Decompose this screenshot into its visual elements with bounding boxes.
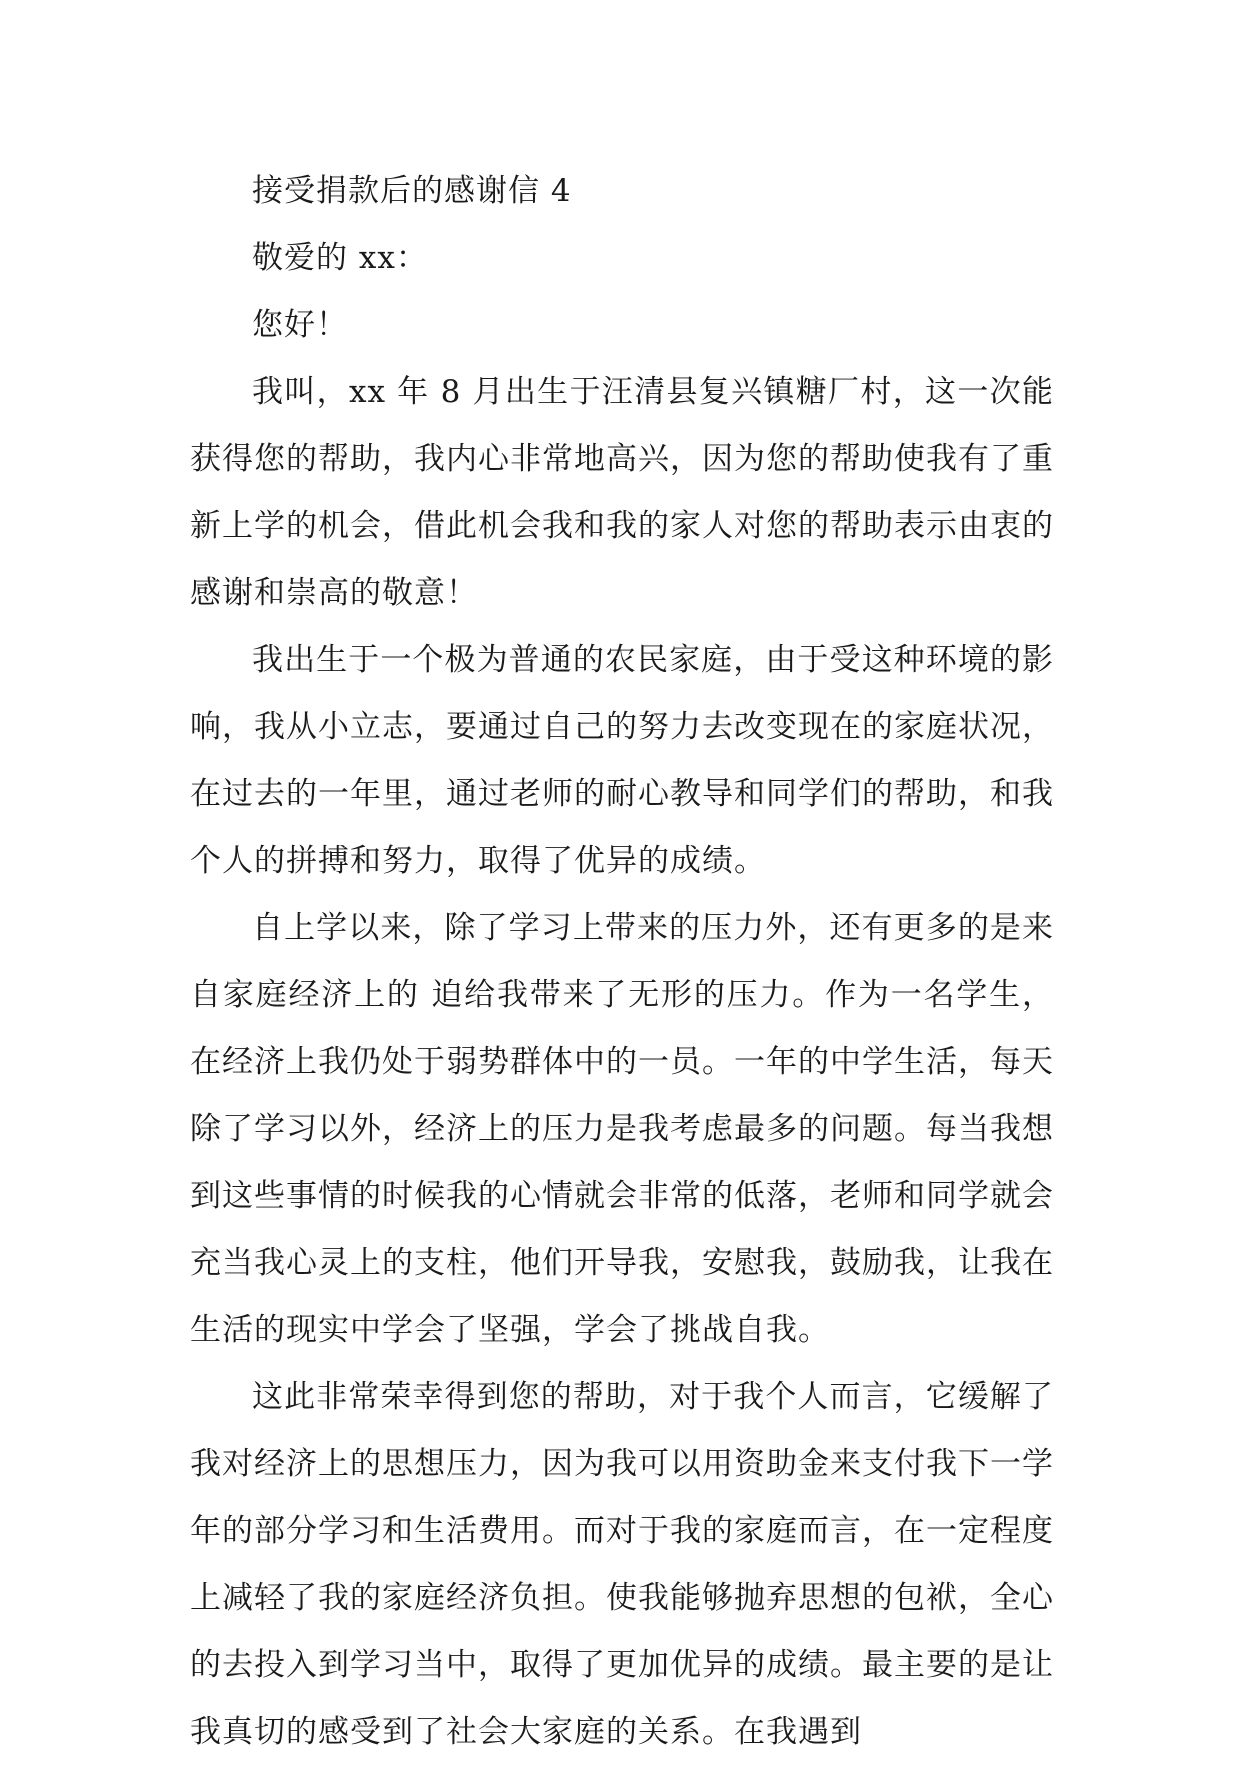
letter-body: [190, 158, 1054, 1766]
letter-greeting: 您好！: [252, 307, 348, 343]
paragraph-3: 自上学以来，除了学习上带来的压力外，还有更多的是来自家庭经济上的 迫给我带来了无形的压力。作为一名学生，在经济上我仍处于弱势群体中的一员。一年的中学生活，每天除了学习以外，经济上的压力是我考虑最多的问题。每当我想到这些事情的时候我的心情就会非常的低落，老师和同学就会充当我心灵上的支柱，他们开导我，安慰我，鼓励我，让我在生活的现实中学会了坚强，学会了挑战自我。: [190, 910, 1054, 1348]
paragraph-1: 我叫，xx 年 8 月出生于汪清县复兴镇糖厂村，这一次能获得您的帮助，我内心非常地高兴，因为您的帮助使我有了重新上学的机会，借此机会我和我的家人对您的帮助表示由衷的感谢和崇高的敬意！: [190, 374, 1054, 611]
paragraph-2: 我出生于一个极为普通的农民家庭，由于受这种环境的影响，我从小立志，要通过自己的努力去改变现在的家庭状况，在过去的一年里，通过老师的耐心教导和同学们的帮助，和我个人的拼搏和努力，取得了优异的成绩。: [190, 642, 1054, 879]
letter-salutation: 敬爱的 xx：: [252, 240, 428, 276]
letter-title: 接受捐款后的感谢信 4: [252, 173, 572, 209]
paragraph-4: 这此非常荣幸得到您的帮助，对于我个人而言，它缓解了我对经济上的思想压力，因为我可以用资助金来支付我下一学年的部分学习和生活费用。而对于我的家庭而言，在一定程度上减轻了我的家庭经济负担。使我能够抛弃思想的包袱，全心的去投入到学习当中，取得了更加优异的成绩。最主要的是让我真切的感受到了社会大家庭的关系。在我遇到: [190, 1379, 1054, 1750]
